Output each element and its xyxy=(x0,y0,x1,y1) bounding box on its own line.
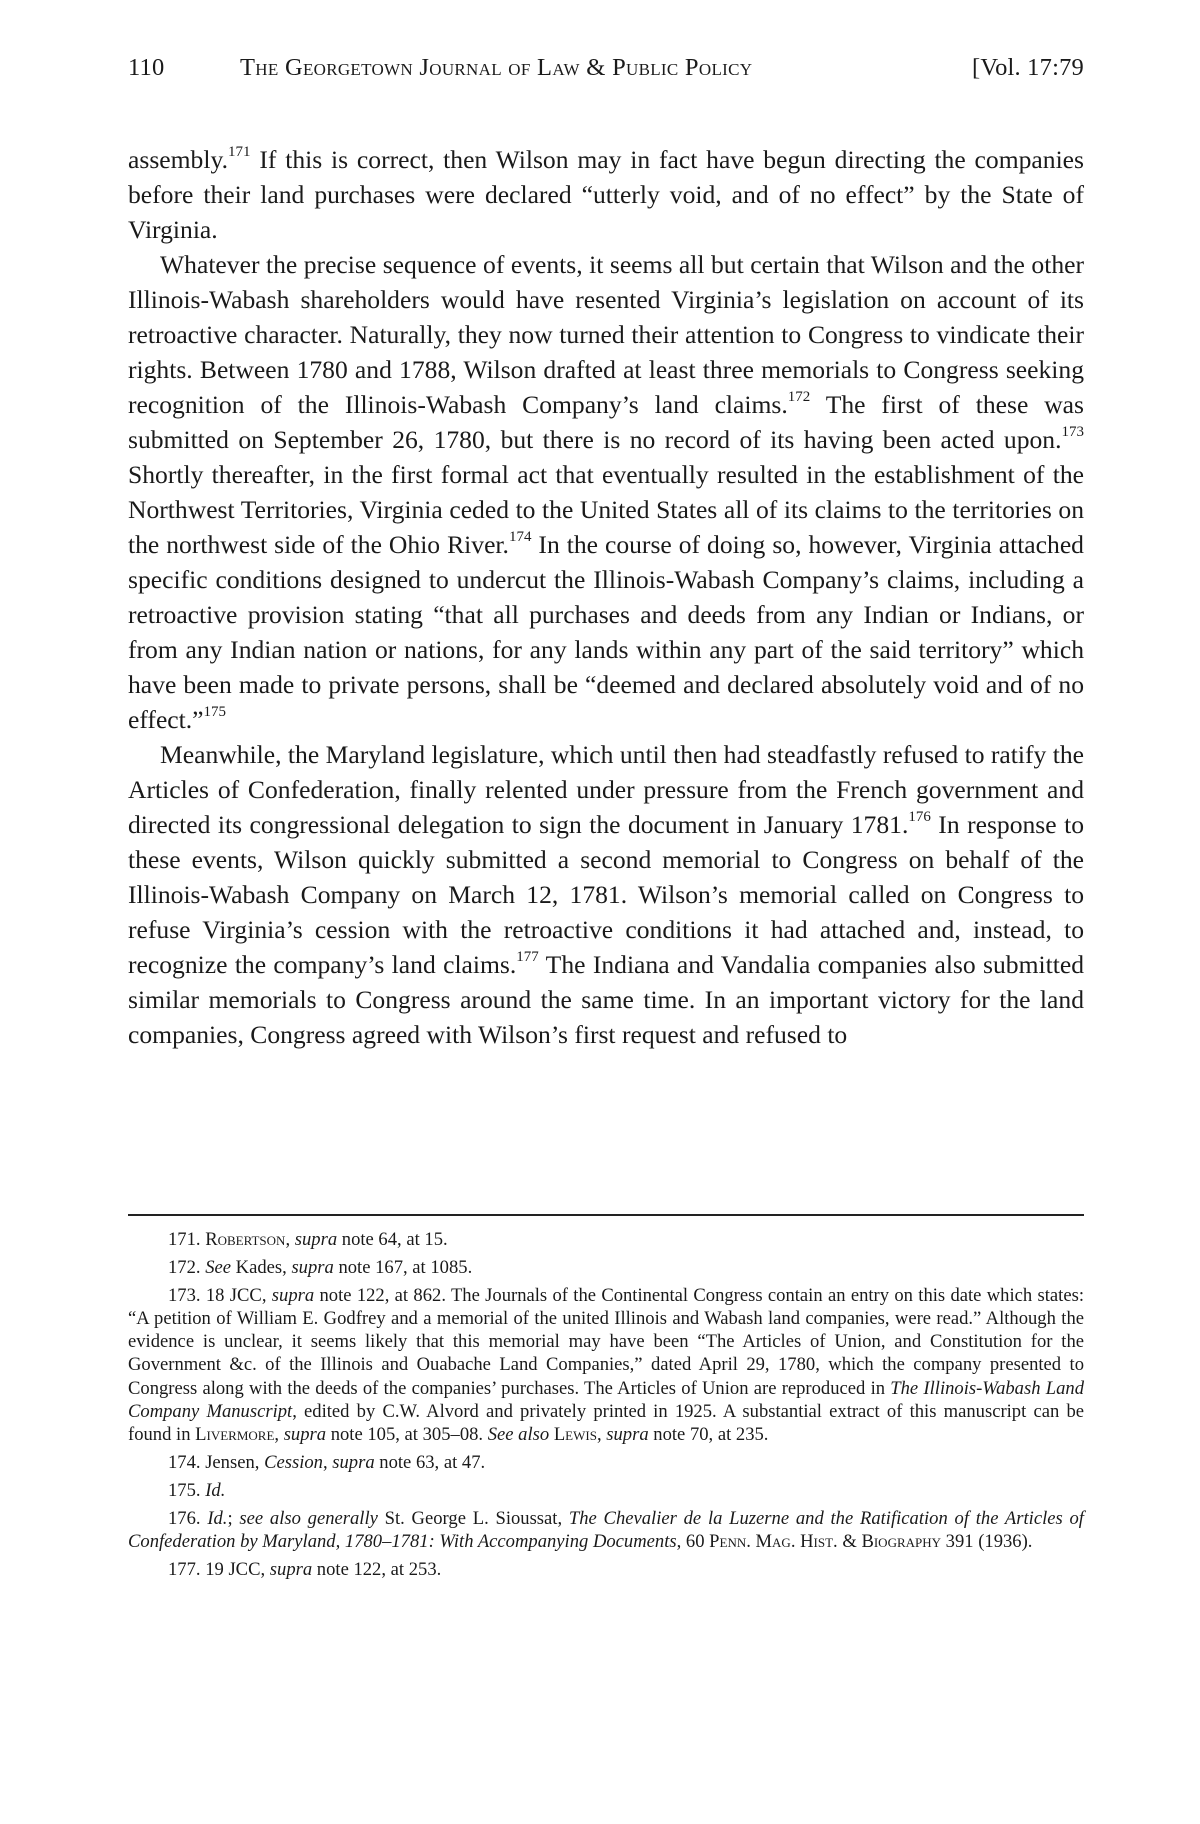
footnote-number: 177. xyxy=(168,1558,201,1580)
text-run: supra xyxy=(283,1424,327,1446)
footnote-number: 171. xyxy=(168,1229,201,1250)
text-run: supra xyxy=(271,1284,315,1306)
text-run: , xyxy=(285,1229,295,1250)
main-text xyxy=(128,142,1084,1052)
text-run: assembly. xyxy=(128,145,228,174)
text-run: , xyxy=(322,1452,333,1474)
running-header xyxy=(128,54,1084,94)
text-run: In the course of doing so, however, Virginia attached specific conditions designed to undercut the Illinois-Wabash Company’s claims, including a retroactive provision stating “that all purchases and deeds from any Indian or Indians, or from any Indian nation or nations, for any lands within any part of the said territory” which have been made to private persons, shall be “deemed and declared absolutely void and of no effect.” xyxy=(128,530,1084,734)
footnote-number: 173. xyxy=(168,1284,201,1306)
footnote-ref: 177 xyxy=(516,949,539,966)
text-run: Shortly thereafter, in the first formal act that eventually resulted in the establishment of the Northwest Territories, Virginia ceded to the United States all of its claims to the territories on the northwest side of the Ohio River. xyxy=(128,460,1084,559)
text-run: supra xyxy=(291,1256,334,1278)
paragraph-1 xyxy=(128,142,1084,247)
text-run: note 122, at 862. The Journals of the Continental Congress contain an entry on this date which states: “A petition of William E. Godfrey and a memorial of the united Illinois and Wabash land companies, were read.” Although the evidence is unclear, it seems likely that this memorial may have been “The Articles of Union, and Constitution for the Government &c. of the Illinois and Ouabache Land Companies,” dated April 29, 1780, which the company presented to Congress along with the deeds of the companies’ purchases. The Articles of Union are reproduced in xyxy=(128,1284,1084,1399)
footnote-number: 172. xyxy=(168,1256,201,1278)
text-run: Robertson xyxy=(205,1229,286,1250)
footnote-number: 176. xyxy=(168,1507,201,1529)
footnote-ref: 176 xyxy=(908,809,931,826)
text-run: supra xyxy=(332,1452,375,1474)
footnote-173 xyxy=(128,1284,1084,1447)
text-run: Whatever the precise sequence of events, it seems all but certain that Wilson and the other Illinois-Wabash shareholders would have resented Virginia’s legislation on account of its retroactive character. Naturally, they now turned their attention to Congress to vindicate their rights. Between 1780 and 1788, Wilson drafted at least three memorials to Congress seeking recognition of the Illinois-Wabash Company’s land claims. xyxy=(128,250,1084,419)
footnote-172 xyxy=(128,1256,1084,1279)
text-run: , edited by C.W. Alvord and privately printed in 1925. A substantial extract of this manuscript can be found in xyxy=(128,1401,1084,1446)
text-run: ; xyxy=(227,1507,240,1529)
text-run: Id. xyxy=(207,1507,228,1529)
text-run: note 167, at 1085. xyxy=(333,1256,473,1278)
text-run: In response to these events, Wilson quickly submitted a second memorial to Congress on behalf of the Illinois-Wabash Company on March 12, 1781. Wilson’s memorial called on Congress to refuse Virginia’s cession with the retroactive conditions it had attached and, instead, to recognize the company’s land claims. xyxy=(128,810,1084,979)
text-run: The first of these was submitted on September 26, 1780, but there is no record of its having been acted upon. xyxy=(128,390,1084,454)
text-run: The Illinois-Wabash Land Company Manuscript xyxy=(128,1377,1084,1423)
text-run: Lewis xyxy=(553,1424,597,1446)
footnote-divider xyxy=(128,1214,1084,1216)
text-run: , 60 xyxy=(676,1531,710,1553)
text-run: Id. xyxy=(205,1479,226,1501)
text-run: supra xyxy=(294,1229,338,1250)
text-run: see also generally xyxy=(239,1507,378,1529)
text-run: The Indiana and Vandalia companies also submitted similar memorials to Congress around the same time. In an important victory for the land companies, Congress agreed with Wilson’s first request and refused to xyxy=(128,950,1084,1049)
volume-citation: [Vol. 17:79 xyxy=(971,54,1084,81)
text-run: 18 JCC, xyxy=(200,1284,272,1306)
text-run: note 122, at 253. xyxy=(312,1558,442,1580)
text-run: note 105, at 305–08. xyxy=(326,1424,488,1446)
footnote-174 xyxy=(128,1451,1084,1474)
footnote-176 xyxy=(128,1507,1084,1554)
text-run: Kades, xyxy=(231,1256,292,1278)
text-run: If this is correct, then Wilson may in fact have begun directing the companies before their land purchases were declared “utterly void, and of no effect” by the State of Virginia. xyxy=(128,145,1084,244)
text-run: note 70, at 235. xyxy=(648,1424,769,1446)
paragraph-3 xyxy=(128,737,1084,1052)
page-number: 110 xyxy=(128,54,165,81)
text-run: Jensen, xyxy=(200,1452,265,1474)
text-run: supra xyxy=(269,1558,313,1580)
text-run: The Chevalier de la Luzerne and the Ratification of the Articles of Confederation by Maryland, 1780–1781: With Accompanying Documents xyxy=(128,1507,1084,1553)
footnote-ref: 174 xyxy=(508,529,532,546)
footnote-ref: 175 xyxy=(203,704,227,721)
footnote-177 xyxy=(128,1558,1084,1581)
text-run: See xyxy=(205,1256,232,1278)
footnote-171 xyxy=(128,1228,1084,1251)
footnote-175 xyxy=(128,1479,1084,1502)
text-run: , xyxy=(274,1424,284,1446)
paragraph-2 xyxy=(128,247,1084,737)
text-run: note 63, at 47. xyxy=(374,1452,486,1474)
text-run: 391 (1936). xyxy=(941,1531,1033,1553)
text-run: See also xyxy=(487,1424,550,1446)
text-run: 19 JCC, xyxy=(200,1558,270,1580)
text-run: Meanwhile, the Maryland legislature, which until then had steadfastly refused to ratify the Articles of Confederation, finally relented under pressure from the French government and directed its congressional delegation to sign the document in January 1781. xyxy=(128,740,1084,839)
text-run: Livermore xyxy=(195,1424,275,1446)
footnotes xyxy=(128,1228,1084,1586)
footnote-number: 175. xyxy=(168,1479,201,1501)
text-run: Penn. Mag. Hist. & Biography xyxy=(709,1531,942,1553)
text-run: supra xyxy=(606,1424,649,1446)
text-run: St. George L. Sioussat, xyxy=(377,1507,569,1529)
text-run: Cession xyxy=(264,1452,323,1474)
text-run: , xyxy=(596,1424,607,1446)
footnote-ref: 172 xyxy=(787,389,811,406)
footnote-number: 174. xyxy=(168,1452,201,1474)
footnote-ref: 171 xyxy=(228,144,251,161)
footnote-ref: 173 xyxy=(1061,424,1084,441)
journal-title: The Georgetown Journal of Law & Public Policy xyxy=(240,54,753,81)
text-run: note 64, at 15. xyxy=(337,1229,448,1250)
